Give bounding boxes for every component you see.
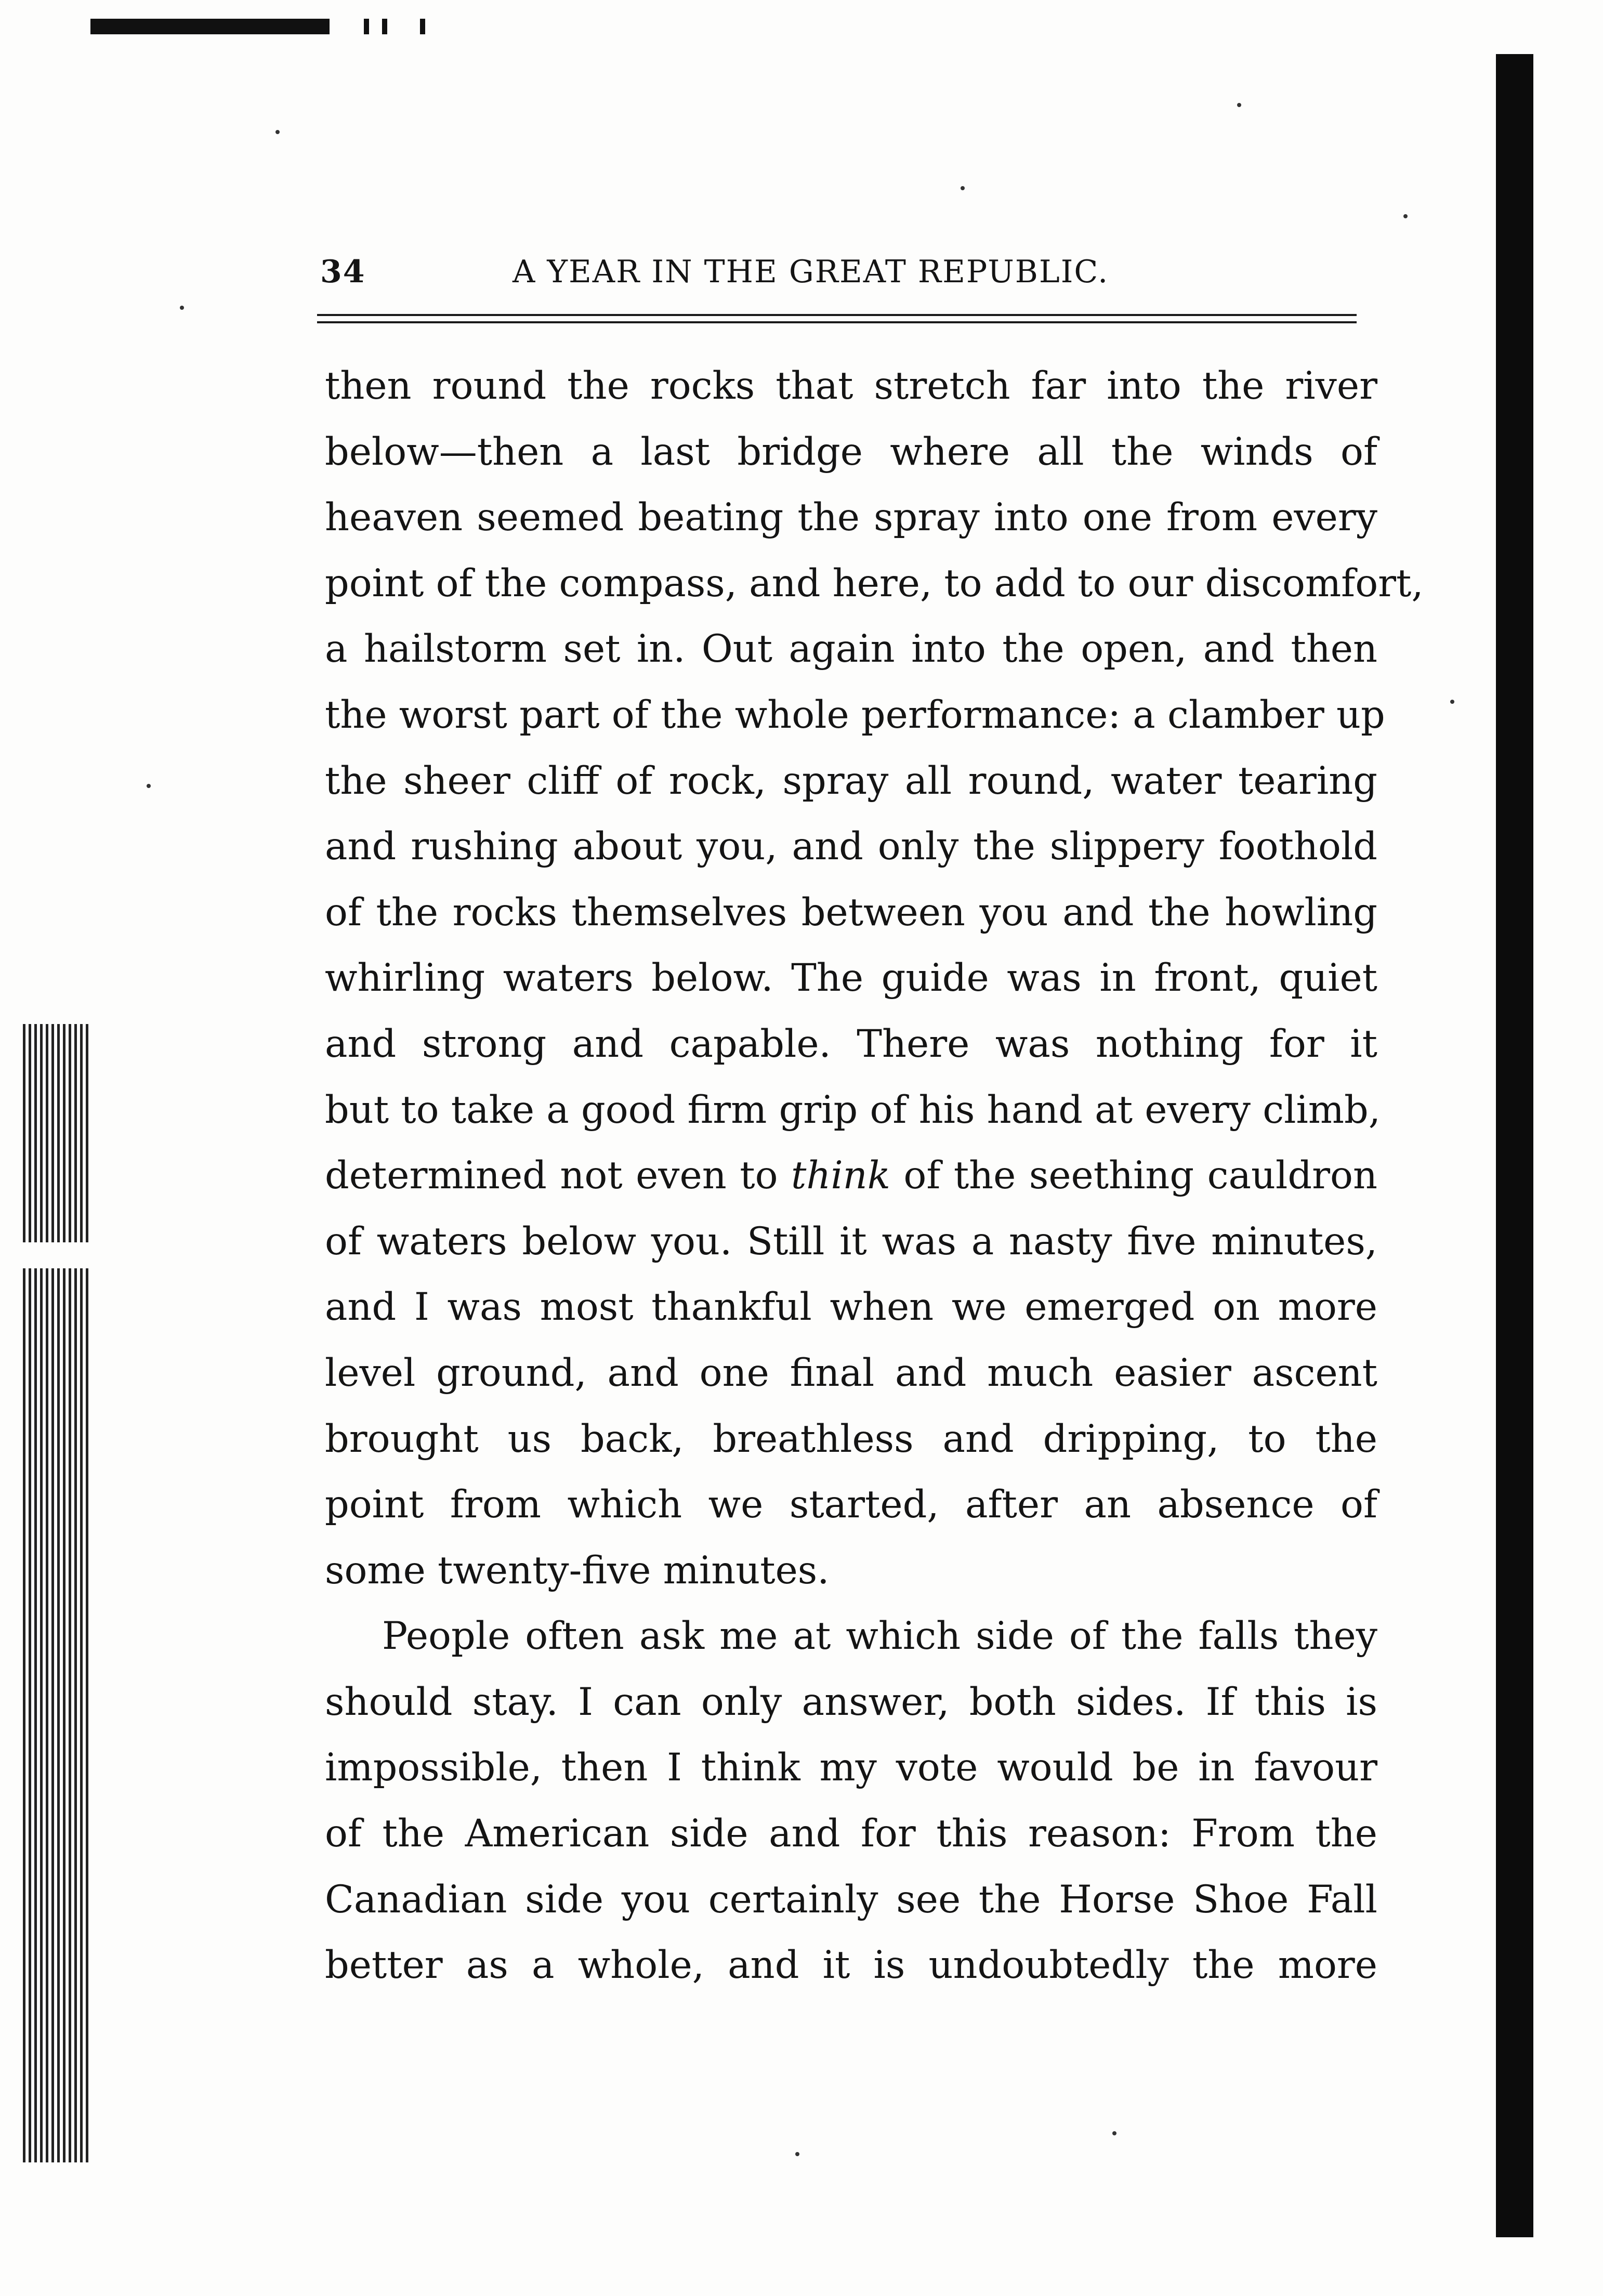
- text-line: of the rocks themselves between you and the howling: [325, 890, 1377, 935]
- running-title: A YEAR IN THE GREAT REPUBLIC.: [513, 254, 1109, 290]
- scan-artifact-tick: [382, 19, 387, 34]
- scan-speck: [961, 186, 965, 190]
- text-line: and strong and capable. There was nothing for it: [325, 1021, 1377, 1066]
- scan-speck: [1237, 103, 1241, 107]
- header-rule: [317, 314, 1357, 316]
- scan-speck: [180, 306, 184, 310]
- scan-speck: [147, 784, 151, 788]
- text-line: Canadian side you certainly see the Horse Shoe Fall: [325, 1877, 1377, 1922]
- page-number: 34: [320, 254, 366, 290]
- text-line: impossible, then I think my vote would be in favour: [325, 1746, 1377, 1790]
- text-line: brought us back, breathless and dripping, to the: [325, 1416, 1377, 1461]
- scan-artifact-tick: [364, 19, 369, 34]
- scan-speck: [1450, 700, 1454, 704]
- text-line: point from which we started, after an absence of: [325, 1482, 1377, 1527]
- scan-speck: [1403, 214, 1408, 218]
- text-line: of waters below you. Still it was a nasty five minutes,: [325, 1219, 1377, 1264]
- text-line: of the American side and for this reason: From the: [325, 1812, 1377, 1856]
- text-line: and I was most thankful when we emerged on more: [325, 1285, 1377, 1330]
- italic-word: think: [791, 1153, 890, 1198]
- text-line: heaven seemed beating the spray into one from every: [325, 495, 1377, 540]
- text-line: whirling waters below. The guide was in front, quiet: [325, 956, 1377, 1001]
- scan-page-edge-shadow: [1496, 54, 1533, 2237]
- scan-artifact-bar: [90, 19, 330, 34]
- text-line: the worst part of the whole performance: a clamber up: [325, 692, 1385, 737]
- text-line: the sheer cliff of rock, spray all round, water tearing: [325, 758, 1377, 803]
- body-text: [325, 353, 1424, 1999]
- running-head: [320, 254, 1355, 295]
- text-line: below—then a last bridge where all the winds of: [325, 429, 1377, 474]
- text-line: a hailstorm set in. Out again into the open, and then: [325, 627, 1377, 672]
- paragraph-first-line: People often ask me at which side of the falls they: [382, 1614, 1377, 1659]
- text-line: level ground, and one final and much easier ascent: [325, 1350, 1377, 1395]
- scan-speck: [1112, 2131, 1116, 2135]
- scan-speck: [275, 130, 280, 134]
- header-rule: [317, 321, 1357, 323]
- scan-artifact-tick: [420, 19, 425, 34]
- text-line: and rushing about you, and only the slippery foothold: [325, 824, 1377, 869]
- scan-speck: [795, 2152, 799, 2156]
- text-line-italic: [325, 1143, 1377, 1209]
- text-line: some twenty-five minutes.: [325, 1548, 830, 1593]
- text-segment: of the seething cauldron: [890, 1153, 1377, 1198]
- scan-binding-strip: [23, 1024, 90, 1242]
- text-segment: determined not even to: [325, 1153, 791, 1198]
- scan-binding-strip: [23, 1268, 90, 2162]
- text-line: but to take a good firm grip of his hand at every climb,: [325, 1087, 1381, 1132]
- text-line: better as a whole, and it is undoubtedly the more: [325, 1943, 1377, 1988]
- text-line: should stay. I can only answer, both sides. If this is: [325, 1680, 1377, 1724]
- text-line: point of the compass, and here, to add to our discomfort,: [325, 561, 1424, 606]
- text-line: then round the rocks that stretch far into the river: [325, 364, 1377, 408]
